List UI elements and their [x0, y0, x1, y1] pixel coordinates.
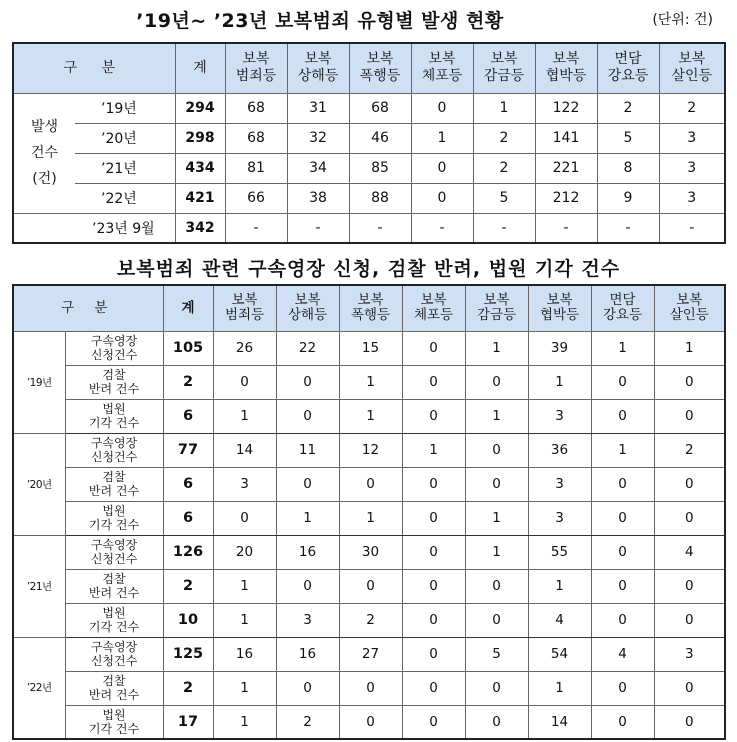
value-cell: 3 — [213, 467, 276, 501]
kind-cell — [65, 535, 163, 569]
warrant-table — [12, 284, 726, 740]
kind-cell — [65, 569, 163, 603]
value-cell: 3 — [528, 399, 591, 433]
value-cell: 1 — [465, 535, 528, 569]
year-cell: ’22년 — [13, 637, 65, 739]
total-cell: 125 — [163, 637, 213, 671]
total-cell: 342 — [175, 213, 225, 243]
value-cell: 141 — [535, 123, 597, 153]
kind-line: 반려 건수 — [88, 586, 140, 600]
value-cell: 1 — [528, 671, 591, 705]
total-cell: 77 — [163, 433, 213, 467]
value-cell: 1 — [213, 399, 276, 433]
value-cell: 0 — [465, 671, 528, 705]
value-cell: 0 — [654, 569, 725, 603]
value-cell: 1 — [339, 399, 402, 433]
total-cell: 2 — [163, 365, 213, 399]
value-cell: 1 — [213, 705, 276, 739]
value-cell: 1 — [213, 569, 276, 603]
value-cell: - — [473, 213, 535, 243]
table1-header-col: 면담 강요등 — [597, 43, 659, 93]
total-cell: 126 — [163, 535, 213, 569]
year-cell: ’21년 — [13, 535, 65, 637]
value-cell: 0 — [591, 365, 654, 399]
table-row — [13, 399, 725, 433]
table1-header-row — [13, 43, 725, 93]
value-cell: 1 — [591, 433, 654, 467]
value-cell: 0 — [402, 705, 465, 739]
kind-line: 법원 — [102, 504, 126, 518]
table2-header-row — [13, 285, 725, 331]
value-cell: 68 — [225, 93, 287, 123]
value-cell: 3 — [654, 637, 725, 671]
kind-line: 검찰 — [102, 470, 126, 484]
value-cell: 0 — [402, 637, 465, 671]
incident-type-table — [12, 42, 726, 244]
value-cell: - — [411, 213, 473, 243]
value-cell: 0 — [402, 569, 465, 603]
value-cell: 0 — [465, 569, 528, 603]
table-row — [13, 183, 725, 213]
value-cell: 0 — [402, 365, 465, 399]
table2-header-col: 보복 살인등 — [654, 285, 725, 331]
year-cell: ’22년 — [75, 183, 175, 213]
value-cell: 1 — [528, 365, 591, 399]
table2-header-total: 계 — [163, 285, 213, 331]
total-cell: 17 — [163, 705, 213, 739]
value-cell: 0 — [213, 501, 276, 535]
kind-line: 검찰 — [102, 572, 126, 586]
value-cell: 0 — [591, 535, 654, 569]
total-cell: 6 — [163, 399, 213, 433]
kind-line: 구속영장 — [90, 640, 138, 654]
value-cell: 1 — [213, 603, 276, 637]
value-cell: - — [659, 213, 725, 243]
kind-cell — [65, 467, 163, 501]
value-cell: 39 — [528, 331, 591, 365]
total-cell: 2 — [163, 671, 213, 705]
kind-line: 법원 — [102, 707, 126, 722]
value-cell: 34 — [287, 153, 349, 183]
total-cell: 6 — [163, 467, 213, 501]
kind-line: 구속영장 — [90, 538, 138, 552]
value-cell: 0 — [591, 569, 654, 603]
value-cell: 11 — [276, 433, 339, 467]
table1-header-col: 보복 살인등 — [659, 43, 725, 93]
value-cell: 0 — [465, 467, 528, 501]
value-cell: 1 — [402, 433, 465, 467]
value-cell: 0 — [654, 467, 725, 501]
value-cell: 2 — [473, 153, 535, 183]
table-row — [13, 93, 725, 123]
kind-line: 반려 건수 — [88, 382, 140, 396]
table2-header-col: 보복 감금등 — [465, 285, 528, 331]
kind-line: 법원 — [102, 402, 126, 416]
value-cell: 55 — [528, 535, 591, 569]
table-row — [13, 365, 725, 399]
value-cell: 3 — [276, 603, 339, 637]
kind-cell — [65, 705, 163, 739]
year-cell: ’20년 — [75, 123, 175, 153]
table1-header-gubun: 구 분 — [13, 43, 175, 93]
value-cell: 0 — [465, 705, 528, 739]
value-cell: 0 — [276, 569, 339, 603]
value-cell: 0 — [654, 671, 725, 705]
table-row — [13, 123, 725, 153]
table-row — [13, 331, 725, 365]
year-cell: ’23년 9월 — [13, 213, 175, 243]
value-cell: 0 — [276, 399, 339, 433]
kind-line: 기각 건수 — [88, 721, 140, 736]
incident-group-label — [13, 93, 75, 213]
value-cell: 0 — [654, 705, 725, 739]
value-cell: 5 — [465, 637, 528, 671]
table2-header-col: 보복 체포등 — [402, 285, 465, 331]
kind-line: 기각 건수 — [88, 416, 140, 430]
value-cell: 27 — [339, 637, 402, 671]
total-cell: 2 — [163, 569, 213, 603]
table2-title: 보복범죄 관련 구속영장 신청, 검찰 반려, 법원 기각 건수 — [116, 258, 621, 280]
value-cell: 15 — [339, 331, 402, 365]
value-cell: 14 — [528, 705, 591, 739]
value-cell: 9 — [597, 183, 659, 213]
value-cell: 1 — [465, 331, 528, 365]
value-cell: 1 — [654, 331, 725, 365]
table-row — [13, 603, 725, 637]
value-cell: 1 — [339, 365, 402, 399]
table-row — [13, 433, 725, 467]
value-cell: 0 — [339, 467, 402, 501]
value-cell: 0 — [411, 183, 473, 213]
value-cell: 0 — [654, 399, 725, 433]
year-cell: ’20년 — [13, 433, 65, 535]
value-cell: 54 — [528, 637, 591, 671]
value-cell: 2 — [597, 93, 659, 123]
value-cell: 30 — [339, 535, 402, 569]
value-cell: 14 — [213, 433, 276, 467]
kind-line: 구속영장 — [90, 334, 138, 348]
value-cell: 4 — [591, 637, 654, 671]
group-label-line: 발생 — [30, 119, 59, 135]
table1-header-total: 계 — [175, 43, 225, 93]
value-cell: 46 — [349, 123, 411, 153]
value-cell: 3 — [659, 123, 725, 153]
kind-line: 검찰 — [102, 674, 126, 688]
value-cell: 0 — [591, 671, 654, 705]
kind-line: 신청건수 — [90, 552, 138, 566]
value-cell: - — [597, 213, 659, 243]
kind-line: 신청건수 — [90, 348, 138, 362]
value-cell: 1 — [465, 501, 528, 535]
table-row — [13, 535, 725, 569]
value-cell: 31 — [287, 93, 349, 123]
value-cell: 1 — [276, 501, 339, 535]
value-cell: 0 — [591, 501, 654, 535]
value-cell: 3 — [659, 183, 725, 213]
table-row — [13, 705, 725, 739]
value-cell: 221 — [535, 153, 597, 183]
value-cell: 16 — [213, 637, 276, 671]
value-cell: 2 — [473, 123, 535, 153]
value-cell: 0 — [339, 671, 402, 705]
year-cell: ’19년 — [75, 93, 175, 123]
value-cell: 88 — [349, 183, 411, 213]
value-cell: 1 — [411, 123, 473, 153]
value-cell: 0 — [276, 365, 339, 399]
kind-cell — [65, 501, 163, 535]
value-cell: 8 — [597, 153, 659, 183]
total-cell: 10 — [163, 603, 213, 637]
value-cell: 1 — [465, 399, 528, 433]
value-cell: 0 — [339, 569, 402, 603]
kind-line: 구속영장 — [90, 436, 138, 450]
table1-header-col: 보복 체포등 — [411, 43, 473, 93]
value-cell: 5 — [597, 123, 659, 153]
value-cell: 1 — [591, 331, 654, 365]
value-cell: 16 — [276, 535, 339, 569]
total-cell: 294 — [175, 93, 225, 123]
total-cell: 421 — [175, 183, 225, 213]
table1-title: ’19년~ ’23년 보복범죄 유형별 발생 현황 — [136, 10, 504, 32]
kind-line: 신청건수 — [90, 654, 138, 668]
value-cell: 0 — [213, 365, 276, 399]
value-cell: - — [225, 213, 287, 243]
kind-cell — [65, 637, 163, 671]
value-cell: 0 — [402, 331, 465, 365]
kind-cell — [65, 671, 163, 705]
value-cell: 38 — [287, 183, 349, 213]
table-row — [13, 569, 725, 603]
value-cell: 122 — [535, 93, 597, 123]
table1-header-col: 보복 협박등 — [535, 43, 597, 93]
value-cell: 0 — [654, 365, 725, 399]
table2-header-col: 보복 범죄등 — [213, 285, 276, 331]
kind-line: 반려 건수 — [88, 484, 140, 498]
value-cell: - — [287, 213, 349, 243]
value-cell: 0 — [465, 365, 528, 399]
value-cell: 0 — [411, 93, 473, 123]
table2-header-col: 보복 상해등 — [276, 285, 339, 331]
table1-unit-label: (단위: 건) — [652, 12, 713, 28]
kind-cell — [65, 399, 163, 433]
value-cell: 68 — [225, 123, 287, 153]
kind-line: 반려 건수 — [88, 688, 140, 702]
value-cell: 36 — [528, 433, 591, 467]
table2-header-gubun: 구 분 — [13, 285, 163, 331]
value-cell: 2 — [339, 603, 402, 637]
kind-line: 신청건수 — [90, 450, 138, 464]
value-cell: 3 — [528, 501, 591, 535]
table-row — [13, 637, 725, 671]
table-row — [13, 153, 725, 183]
value-cell: 5 — [473, 183, 535, 213]
table1-title-bar — [0, 6, 737, 36]
table2-header-col: 면담 강요등 — [591, 285, 654, 331]
value-cell: 3 — [659, 153, 725, 183]
value-cell: 0 — [276, 671, 339, 705]
value-cell: - — [349, 213, 411, 243]
value-cell: 0 — [339, 705, 402, 739]
value-cell: 0 — [591, 399, 654, 433]
value-cell: 0 — [402, 467, 465, 501]
kind-line: 기각 건수 — [88, 518, 140, 532]
value-cell: 0 — [402, 535, 465, 569]
value-cell: - — [535, 213, 597, 243]
value-cell: 2 — [659, 93, 725, 123]
kind-cell — [65, 603, 163, 637]
table1-header-col: 보복 상해등 — [287, 43, 349, 93]
table-row — [13, 467, 725, 501]
kind-cell — [65, 433, 163, 467]
value-cell: 0 — [465, 433, 528, 467]
value-cell: 32 — [287, 123, 349, 153]
table1-header-col: 보복 폭행등 — [349, 43, 411, 93]
value-cell: 4 — [528, 603, 591, 637]
value-cell: 85 — [349, 153, 411, 183]
value-cell: 20 — [213, 535, 276, 569]
year-cell: ’21년 — [75, 153, 175, 183]
value-cell: 212 — [535, 183, 597, 213]
value-cell: 0 — [654, 501, 725, 535]
value-cell: 0 — [402, 671, 465, 705]
value-cell: 0 — [276, 467, 339, 501]
value-cell: 0 — [591, 603, 654, 637]
value-cell: 4 — [654, 535, 725, 569]
year-cell: ’19년 — [13, 331, 65, 433]
value-cell: 68 — [349, 93, 411, 123]
value-cell: 16 — [276, 637, 339, 671]
value-cell: 66 — [225, 183, 287, 213]
kind-cell — [65, 365, 163, 399]
table1-header-col: 보복 감금등 — [473, 43, 535, 93]
table-row — [13, 213, 725, 243]
value-cell: 0 — [591, 705, 654, 739]
total-cell: 298 — [175, 123, 225, 153]
table-row — [13, 501, 725, 535]
value-cell: 2 — [276, 705, 339, 739]
value-cell: 0 — [591, 467, 654, 501]
value-cell: 81 — [225, 153, 287, 183]
kind-cell — [65, 331, 163, 365]
value-cell: 1 — [528, 569, 591, 603]
value-cell: 0 — [465, 603, 528, 637]
value-cell: 1 — [339, 501, 402, 535]
value-cell: 26 — [213, 331, 276, 365]
value-cell: 0 — [402, 603, 465, 637]
kind-line: 기각 건수 — [88, 620, 140, 634]
table2-header-col: 보복 폭행등 — [339, 285, 402, 331]
value-cell: 22 — [276, 331, 339, 365]
value-cell: 0 — [654, 603, 725, 637]
value-cell: 0 — [402, 501, 465, 535]
table2-header-col: 보복 협박등 — [528, 285, 591, 331]
value-cell: 1 — [473, 93, 535, 123]
group-label-line: 건수 — [30, 145, 59, 161]
value-cell: 0 — [402, 399, 465, 433]
total-cell: 6 — [163, 501, 213, 535]
kind-line: 검찰 — [102, 368, 126, 382]
kind-line: 법원 — [102, 606, 126, 620]
group-label-line: (건) — [32, 171, 57, 187]
total-cell: 434 — [175, 153, 225, 183]
value-cell: 3 — [528, 467, 591, 501]
value-cell: 0 — [411, 153, 473, 183]
value-cell: 2 — [654, 433, 725, 467]
value-cell: 1 — [213, 671, 276, 705]
table1-header-col: 보복 범죄등 — [225, 43, 287, 93]
value-cell: 12 — [339, 433, 402, 467]
table-row — [13, 671, 725, 705]
total-cell: 105 — [163, 331, 213, 365]
